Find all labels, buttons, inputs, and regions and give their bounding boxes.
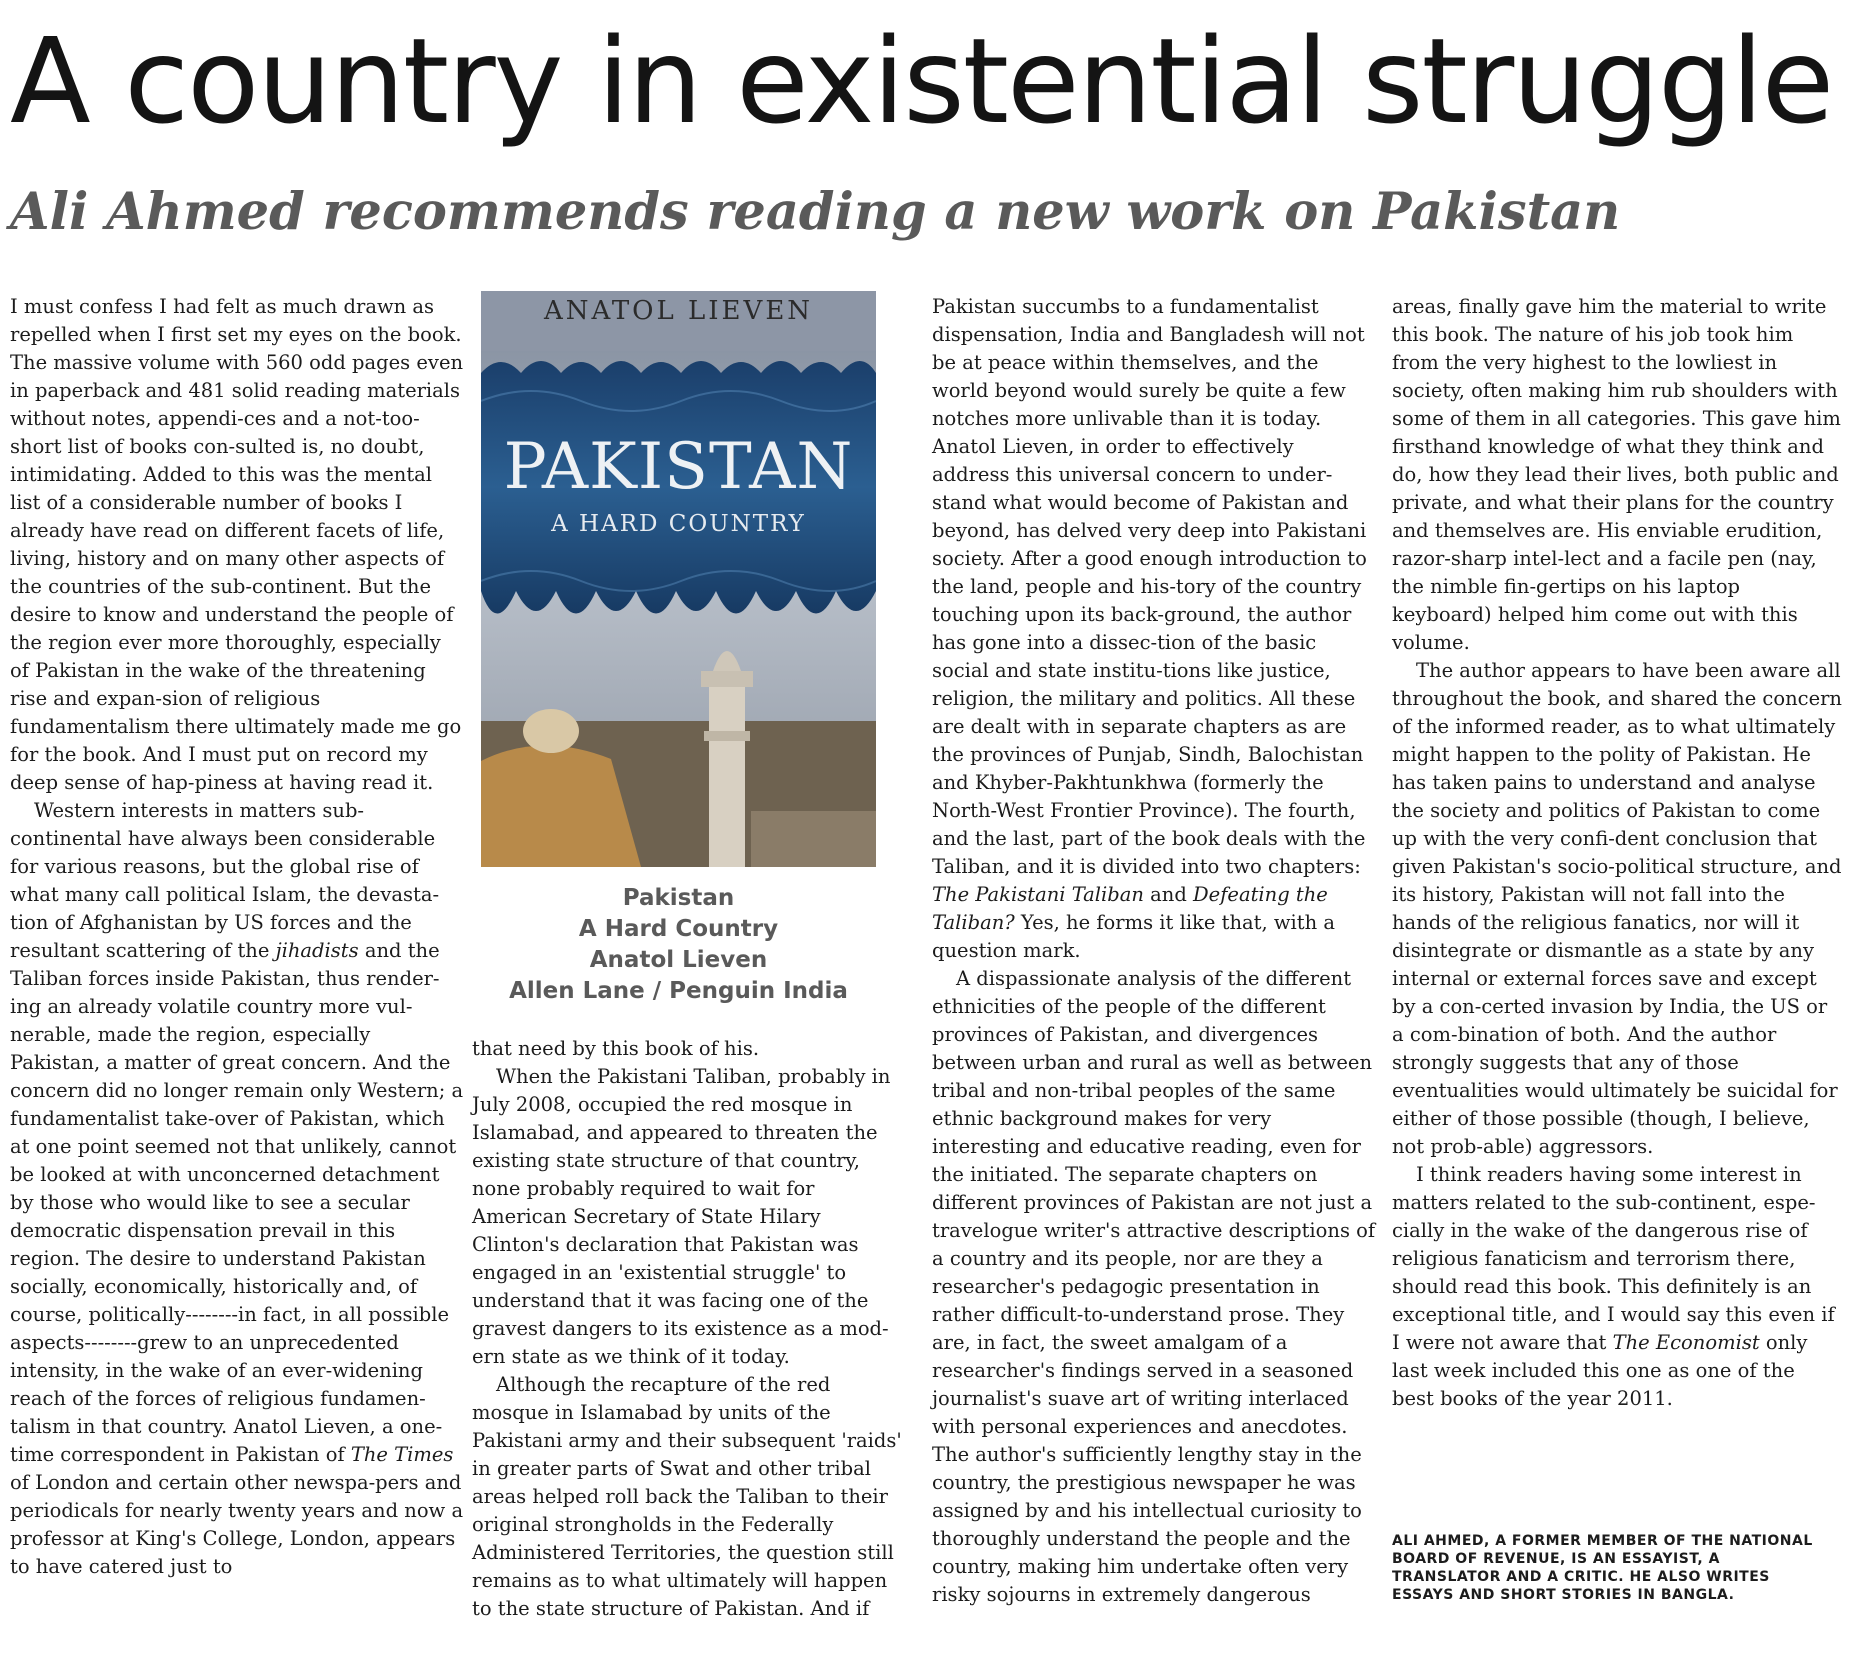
paragraph: Pakistan succumbs to a fundamentalist dispensation, India and Bangladesh will not be at peace within themselves, and the world beyond would surely be quite a few notches more unlivable than it is today. Anatol Lieven, in order to effectively address this universal concern to under-stand what would become of Pakistan and beyond, has delved very deep into Pakistani society. After a good enough introduction to the land, people and his-tory of the country touching upon its back-ground, the author has gone into a dissec-tion of the basic social and state institu-tions like justice, religion, the military and politics. All these are dealt with in separate chapters as are the provinces of Punjab, Sindh, Balochistan and Khyber-Pakhtunkhwa (formerly the North-West Frontier Province). The fourth, and the last, part of the book deals with the Taliban, and it is divided into two chapters: The Pakistani Taliban and Defeating the Taliban? Yes, he forms it like that, with a question mark. (932, 295, 1367, 962)
article-column-2 (472, 1035, 902, 1623)
caption-author: Anatol Lieven (589, 947, 768, 973)
caption-publisher: Allen Lane / Penguin India (509, 978, 848, 1004)
paragraph: A dispassionate analysis of the different ethnicities of the people of the different provinces of Pakistan, and divergences between urban and rural as well as between tribal and non-tribal peoples of the same ethnic background makes for very interesting and educative reading, even for the initiated. The separate chapters on different provinces of Pakistan are not just a travelogue writer's attractive descriptions of a country and its people, nor are they a researcher's pedagogic presentation in rather difficult-to-understand prose. They are, in fact, the sweet amalgam of a researcher's findings served in a seasoned journalist's suave art of writing interlaced with personal experiences and anecdotes. The author's sufficiently lengthy stay in the country, the prestigious newspaper he was assigned by and his intellectual curiosity to thoroughly understand the people and the country, making him undertake often very risky sojourns in extremely dangerous (932, 967, 1376, 1606)
cover-title: PAKISTAN (503, 430, 854, 504)
paragraph: The author appears to have been aware all throughout the book, and shared the concern of the informed reader, as to what ultimately might happen to the polity of Pakistan. He has taken pains to understand and analyse the society and politics of Pakistan to come up with the very confi-dent conclusion that given Pakistan's socio-political structure, and its history, Pakistan will not fall into the hands of the religious fanatics, nor will it disintegrate or dismantle as a state by any internal or external forces save and except by a con-certed invasion by India, the US or a com-bination of both. And the author strongly suggests that any of those eventualities would ultimately be suicidal for either of those possible (though, I believe, not prob-able) aggressors. (1392, 659, 1842, 1158)
paragraph: Although the recapture of the red mosque in Islamabad by units of the Pakistani army and their subsequent 'raids' in greater parts of Swat and other tribal areas helped roll back the Taliban to their original strongholds in the Federally Administered Territories, the question still remains as to what ultimately will happen to the state structure of Pakistan. And if (472, 1373, 902, 1620)
paragraph: that need by this book of his. (472, 1037, 760, 1060)
caption-subtitle: A Hard Country (578, 916, 779, 942)
paragraph: When the Pakistani Taliban, probably in July 2008, occupied the red mosque in Islamabad, and appeared to threaten the existing state structure of that country, none probably required to wait for American Secretary of State Hilary Clinton's declaration that Pakistan was engaged in an 'existential struggle' to understand that it was facing one of the gravest dangers to its existence as a mod-ern state as we think of it today. (472, 1065, 891, 1368)
article-column-3 (932, 293, 1377, 1609)
article-column-1 (10, 293, 465, 1581)
paragraph: areas, finally gave him the material to write this book. The nature of his job took him from the very highest to the lowliest in society, often making him rub shoulders with some of them in all categories. This gave him firsthand knowledge of what they think and do, how they lead their lives, both public and private, and what their plans for the country and themselves are. His enviable erudition, razor-sharp intel-lect and a facile pen (nay, the nimble fin-gertips on his laptop keyboard) helped him come out with this volume. (1392, 295, 1841, 654)
headline: A country in existential struggle (10, 12, 1833, 150)
book-cover-image (481, 291, 876, 867)
caption-title: Pakistan (622, 885, 735, 911)
cover-subtitle: A HARD COUNTRY (551, 511, 806, 537)
author-bio: ALI AHMED, A FORMER MEMBER OF THE NATIONAL BOARD OF REVENUE, IS AN ESSAYIST, A TRANSLATOR AND A CRITIC. HE ALSO WRITES ESSAYS AND SHORT STORIES IN BANGLA. (1392, 1533, 1813, 1603)
paragraph: I think readers having some interest in matters related to the sub-continent, espe-cially in the wake of the dangerous rise of religious fanaticism and terrorism there, should read this book. This definitely is an exceptional title, and I would say this even if I were not aware that The Economist only last week included this one as one of the best books of the year 2011. (1392, 1163, 1835, 1410)
paragraph: Western interests in matters sub-continental have always been considerable for various reasons, but the global rise of what many call political Islam, the devasta-tion of Afghanistan by US forces and the resultant scattering of the jihadists and the Taliban forces inside Pakistan, thus render-ing an already volatile country more vul-nerable, made the region, especially Pakistan, a matter of great concern. And the concern did no longer remain only Western; a fundamentalist take-over of Pakistan, which at one point seemed not that unlikely, cannot be looked at with unconcerned detachment by those who would like to see a secular democratic dispensation prevail in this region. The desire to understand Pakistan socially, economically, historically and, of course, politically--------in fact, in all possible aspects--------grew to an unprecedented intensity, in the wake of an ever-widening reach of the forces of religious fundamen-talism in that country. Anatol Lieven, a one-time correspondent in Pakistan of The Times of London and certain other newspa-pers and periodicals for nearly twenty years and now a professor at King's College, London, appears to have catered just to (10, 799, 464, 1578)
paragraph: I must confess I had felt as much drawn as repelled when I first set my eyes on the book. The massive volume with 560 odd pages even in paperback and 481 solid reading materials without notes, appendi-ces and a not-too-short list of books con-sulted is, no doubt, intimidating. Added to this was the mental list of a considerable number of books I already have read on different facets of life, living, history and on many other aspects of the countries of the sub-continent. But the desire to know and understand the people of the region ever more thoroughly, especially of Pakistan in the wake of the threatening rise and expan-sion of religious fundamentalism there ultimately made me go for the book. And I must put on record my deep sense of hap-piness at having read it. (10, 295, 464, 794)
cover-author-name: ANATOL LIEVEN (543, 296, 814, 326)
subheadline: Ali Ahmed recommends reading a new work on Pakistan (10, 182, 1621, 242)
book-caption (481, 883, 876, 1007)
article-column-4 (1392, 293, 1842, 1413)
